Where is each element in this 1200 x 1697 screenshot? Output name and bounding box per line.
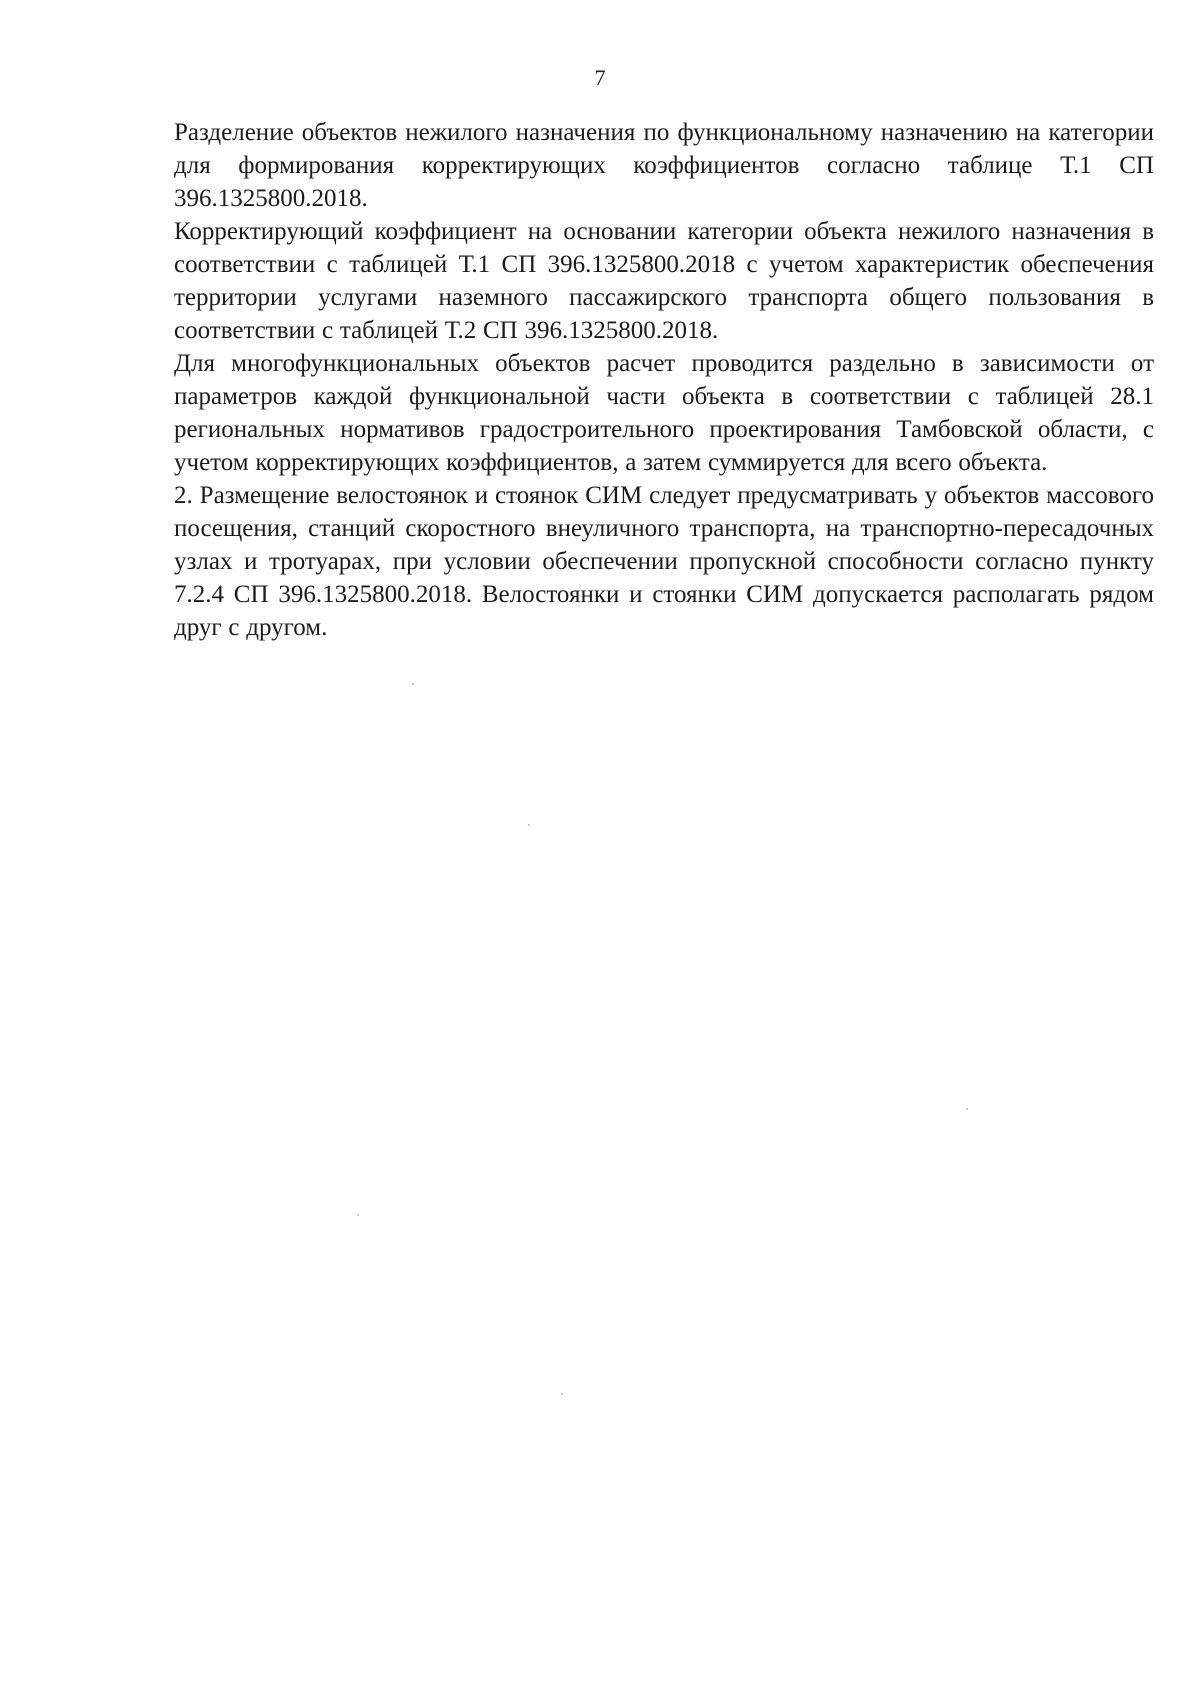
- scan-speck: [966, 1108, 968, 1110]
- scan-speck: [528, 824, 530, 826]
- paragraph-correction-coefficient: Корректирующий коэффициент на основании категории объекта нежилого назначения в соответствии с таблицей Т.1 СП 396.1325800.2018 с учетом характеристик обеспечения территории услугами наземного пассажирского транспорта общего пользования в соответствии с таблицей Т.2 СП 396.1325800.2018.: [174, 218, 1154, 344]
- page-number: 7: [594, 65, 606, 90]
- scan-speck: [357, 1214, 359, 1216]
- paragraph-multifunctional-objects: Для многофункциональных объектов расчет проводится раздельно в зависимости от параметров каждой функциональной части объекта в соответствии с таблицей 28.1 региональных нормативов градостроительного проектирования Тамбовской области, с учетом корректирующих коэффициентов, а затем суммируется для всего объекта.: [174, 350, 1154, 476]
- scan-speck: [412, 683, 414, 685]
- document-body: [174, 116, 1154, 644]
- paragraph-categories: Разделение объектов нежилого назначения по функциональному назначению на категории для формирования корректирующих коэффициентов согласно таблице Т.1 СП 396.1325800.2018.: [174, 119, 1154, 212]
- paragraph-bicycle-parking: 2. Размещение велостоянок и стоянок СИМ следует предусматривать у объектов массового посещения, станций скоростного внеуличного транспорта, на транспортно-пересадочных узлах и тротуарах, при условии обеспечении пропускной способности согласно пункту 7.2.4 СП 396.1325800.2018. Велостоянки и стоянки СИМ допускается располагать рядом друг с другом.: [174, 482, 1154, 641]
- scan-speck: [561, 1393, 563, 1395]
